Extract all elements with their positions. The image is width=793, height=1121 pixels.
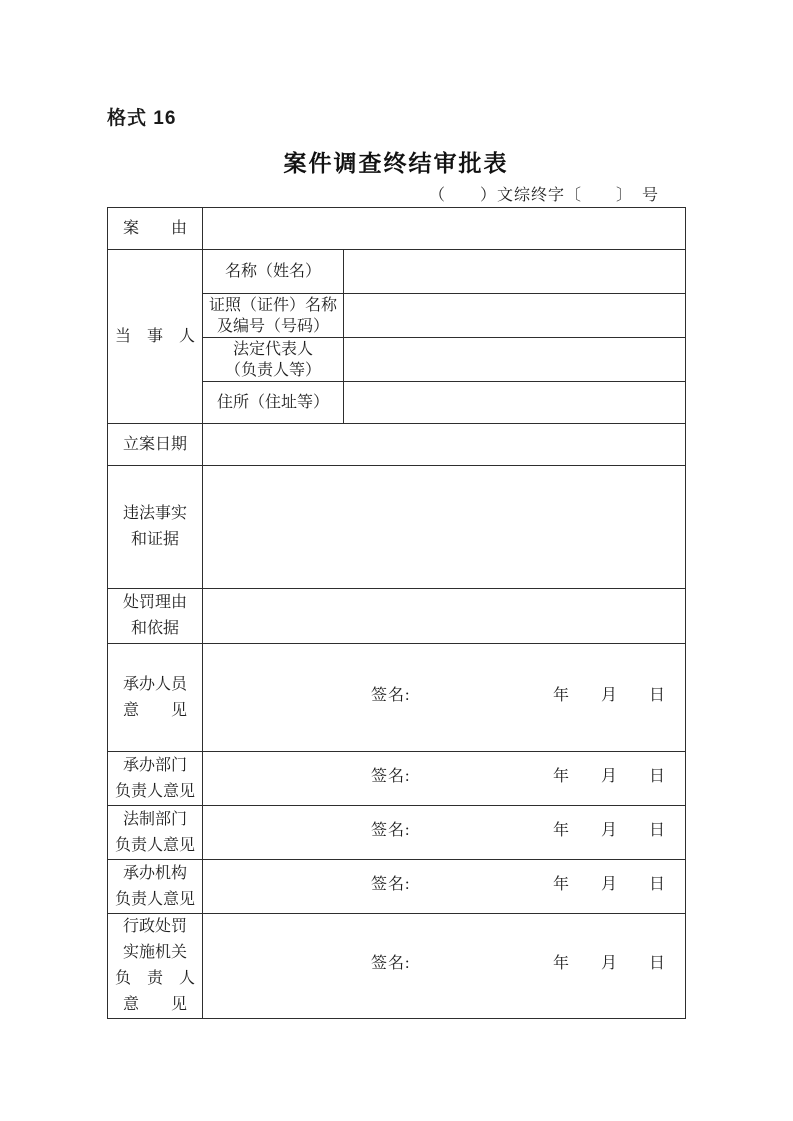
filing-date-value — [203, 424, 686, 466]
row-party-name — [108, 250, 686, 294]
enforcing-agency-label-line3: 负 责 人 — [114, 970, 195, 987]
doc-number-line: （ ）文综终字〔 〕 号 — [428, 187, 659, 204]
row-legal-dept-opinion — [108, 806, 686, 860]
day-label: 日 — [648, 875, 665, 893]
case-cause-value — [203, 208, 686, 250]
penalty-reason-label-line2: 和依据 — [130, 620, 179, 637]
enforcing-agency-label-line2: 实施机关 — [122, 944, 187, 961]
date-fields — [553, 682, 685, 705]
signature-label: 签名: — [371, 955, 411, 972]
penalty-reason-label-line1: 处罚理由 — [122, 594, 187, 611]
month-label: 月 — [600, 875, 617, 893]
enforcing-agency-opinion-value — [203, 914, 686, 1019]
signature-label: 签名: — [371, 821, 411, 839]
party-label: 当 事 人 — [108, 250, 203, 424]
year-label: 年 — [552, 821, 569, 839]
party-cert-label-line2: 及编号（号码） — [216, 317, 329, 335]
month-label: 月 — [600, 955, 617, 972]
signature-line — [203, 682, 685, 714]
format-label: 格式 16 — [107, 108, 177, 129]
party-name-label — [203, 250, 344, 294]
day-label: 日 — [648, 821, 665, 839]
handler-opinion-value — [203, 644, 686, 752]
illegal-facts-value — [203, 466, 686, 589]
signature-line — [203, 817, 685, 849]
enforcing-agency-label-line4: 意 见 — [122, 996, 187, 1013]
party-legal-rep-value — [344, 338, 686, 382]
illegal-facts-label-line2: 和证据 — [130, 531, 179, 548]
signature-label: 签名: — [371, 686, 411, 704]
row-filing-date — [108, 424, 686, 466]
form-content — [107, 0, 685, 1019]
day-label: 日 — [648, 767, 665, 785]
legal-dept-label-line2: 负责人意见 — [114, 836, 195, 854]
year-label: 年 — [552, 686, 569, 704]
signature-line — [203, 950, 685, 982]
month-label: 月 — [600, 767, 617, 785]
row-illegal-facts — [108, 466, 686, 589]
case-cause-label: 案 由 — [108, 208, 203, 250]
row-handling-org-opinion — [108, 860, 686, 914]
page-title: 案件调查终结审批表 — [283, 150, 509, 176]
legal-dept-label-line1: 法制部门 — [122, 810, 187, 828]
day-label: 日 — [648, 686, 665, 704]
party-name-value — [344, 250, 686, 294]
signature-label: 签名: — [371, 875, 411, 893]
party-legal-rep-label-line1: 法定代表人 — [232, 340, 313, 358]
penalty-reason-value — [203, 589, 686, 644]
signature-line — [203, 763, 685, 795]
approval-form-table — [107, 207, 686, 1019]
party-cert-label-line1: 证照（证件）名称 — [208, 296, 337, 314]
signature-label: 签名: — [371, 767, 411, 785]
row-case-cause — [108, 208, 686, 250]
illegal-facts-label — [108, 466, 203, 589]
row-handler-opinion — [108, 644, 686, 752]
party-address-label — [203, 382, 344, 424]
legal-dept-opinion-value — [203, 806, 686, 860]
handling-org-label-line2: 负责人意见 — [114, 890, 195, 908]
year-label: 年 — [552, 955, 569, 972]
year-label: 年 — [552, 767, 569, 785]
party-address-label-line: 住所（住址等） — [216, 394, 329, 411]
penalty-reason-label — [108, 589, 203, 644]
handling-org-opinion-label — [108, 860, 203, 914]
month-label: 月 — [600, 821, 617, 839]
handling-dept-label-line1: 承办部门 — [122, 756, 187, 774]
party-cert-label — [203, 294, 344, 338]
party-cert-value — [344, 294, 686, 338]
month-label: 月 — [600, 686, 617, 704]
party-name-label-line: 名称（姓名） — [224, 263, 321, 280]
handling-dept-opinion-value — [203, 752, 686, 806]
date-fields — [553, 763, 685, 786]
party-address-value — [344, 382, 686, 424]
year-label: 年 — [552, 875, 569, 893]
day-label: 日 — [648, 955, 665, 972]
handler-opinion-label-line2: 意 见 — [122, 701, 187, 719]
row-penalty-reason — [108, 589, 686, 644]
handling-dept-label-line2: 负责人意见 — [114, 782, 195, 800]
party-legal-rep-label-line2: （负责人等） — [224, 361, 321, 379]
party-legal-rep-label — [203, 338, 344, 382]
row-enforcing-agency-opinion — [108, 914, 686, 1019]
legal-dept-opinion-label — [108, 806, 203, 860]
handler-opinion-label — [108, 644, 203, 752]
handling-dept-opinion-label — [108, 752, 203, 806]
date-fields — [553, 950, 685, 973]
row-handling-dept-opinion — [108, 752, 686, 806]
date-fields — [553, 817, 685, 840]
handler-opinion-label-line1: 承办人员 — [122, 675, 187, 693]
enforcing-agency-opinion-label — [108, 914, 203, 1019]
enforcing-agency-label-line1: 行政处罚 — [122, 918, 187, 935]
signature-line — [203, 871, 685, 903]
handling-org-label-line1: 承办机构 — [122, 864, 187, 882]
filing-date-label: 立案日期 — [108, 424, 203, 466]
date-fields — [553, 871, 685, 894]
handling-org-opinion-value — [203, 860, 686, 914]
illegal-facts-label-line1: 违法事实 — [122, 505, 187, 522]
